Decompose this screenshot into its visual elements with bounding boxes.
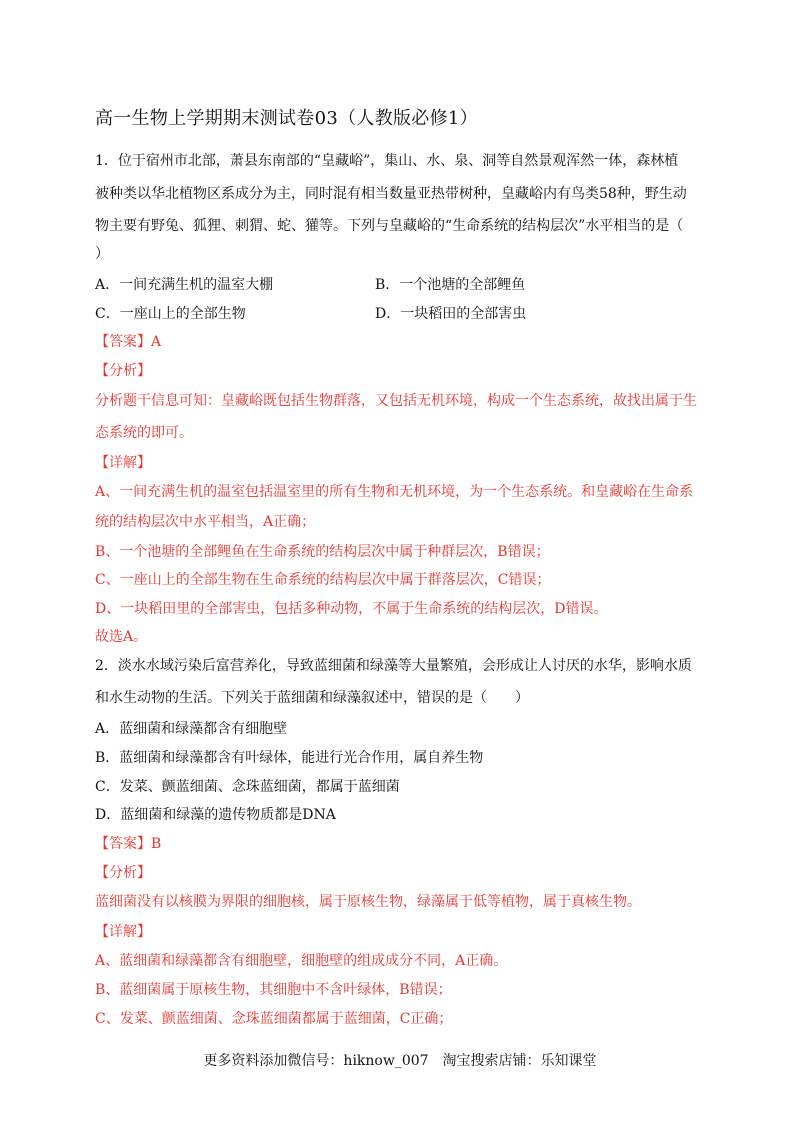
q2-option-d: D．蓝细菌和绿藻的遗传物质都是DNA <box>95 807 336 823</box>
q1-detail-line: D、一块稻田里的全部害虫，包括多种动物，不属于生命系统的结构层次，D错误。 <box>95 601 608 617</box>
q1-option-c: C．一座山上的全部生物 <box>95 306 246 322</box>
q1-stem-line: 被种类以华北植物区系成分为主，同时混有相当数量亚热带树种，皇藏峪内有鸟类58种，野生动 <box>95 186 687 202</box>
q1-conclusion: 故选A。 <box>95 629 148 645</box>
q1-option-b: B．一个池塘的全部鲤鱼 <box>375 277 526 293</box>
q2-analysis-label: 【分析】 <box>95 865 151 881</box>
q1-detail-line: 统的结构层次中水平相当，A正确； <box>95 514 316 530</box>
q2-option-c: C．发菜、颤蓝细菌、念珠蓝细菌，都属于蓝细菌 <box>95 779 400 795</box>
page-title: 高一生物上学期期末测试卷03（人教版必修1） <box>95 108 478 129</box>
q2-detail-line: C、发菜、颤蓝细菌、念珠蓝细菌都属于蓝细菌，C正确； <box>95 1011 453 1027</box>
q2-detail-line: A、蓝细菌和绿藻都含有细胞壁，细胞壁的组成成分不同，A正确。 <box>95 953 508 969</box>
q2-stem-line: 2．淡水水域污染后富营养化，导致蓝细菌和绿藻等大量繁殖，会形成让人讨厌的水华，影响水质 <box>95 658 692 674</box>
q1-stem-line: 物主要有野兔、狐狸、刺猬、蛇、獾等。下列与皇藏峪的“生命系统的结构层次”水平相当的是（ <box>95 218 684 234</box>
q1-stem-line: ） <box>95 246 109 262</box>
q1-detail-label: 【详解】 <box>95 455 151 471</box>
q1-detail-line: B、一个池塘的全部鲤鱼在生命系统的结构层次中属于种群层次，B错误； <box>95 544 550 560</box>
q1-analysis-line: 分析题干信息可知：皇藏峪既包括生物群落，又包括无机环境，构成一个生态系统，故找出属于生 <box>95 393 697 409</box>
q2-option-a: A．蓝细菌和绿藻都含有细胞壁 <box>95 721 288 737</box>
q1-stem-line: 1．位于宿州市北部，萧县东南部的“皇藏峪”，集山、水、泉、洞等自然景观浑然一体，森林植 <box>95 153 679 169</box>
q1-analysis-label: 【分析】 <box>95 363 151 379</box>
q2-detail-line: B、蓝细菌属于原核生物，其细胞中不含叶绿体，B错误； <box>95 982 452 998</box>
q1-option-a: A．一间充满生机的温室大棚 <box>95 277 274 293</box>
q1-answer: 【答案】A <box>95 334 162 350</box>
q2-stem-line: 和水生动物的生活。下列关于蓝细菌和绿藻叙述中，错误的是（ ） <box>95 690 529 706</box>
q2-analysis-line: 蓝细菌没有以核膜为界限的细胞核，属于原核生物，绿藻属于低等植物，属于真核生物。 <box>95 894 641 910</box>
q2-detail-label: 【详解】 <box>95 924 151 940</box>
page-footer: 更多资料添加微信号：hiknow_007 淘宝搜索店铺：乐知课堂 <box>203 1053 597 1069</box>
q1-detail-line: A、一间充满生机的温室包括温室里的所有生物和无机环境，为一个生态系统。和皇藏峪在生命系 <box>95 484 694 500</box>
q1-detail-line: C、一座山上的全部生物在生命系统的结构层次中属于群落层次，C错误； <box>95 572 551 588</box>
q1-analysis-line: 态系统的即可。 <box>95 425 193 441</box>
q1-option-d: D．一块稻田的全部害虫 <box>375 306 527 322</box>
q2-option-b: B．蓝细菌和绿藻都含有叶绿体，能进行光合作用，属自养生物 <box>95 750 484 766</box>
q2-answer: 【答案】B <box>95 836 162 852</box>
